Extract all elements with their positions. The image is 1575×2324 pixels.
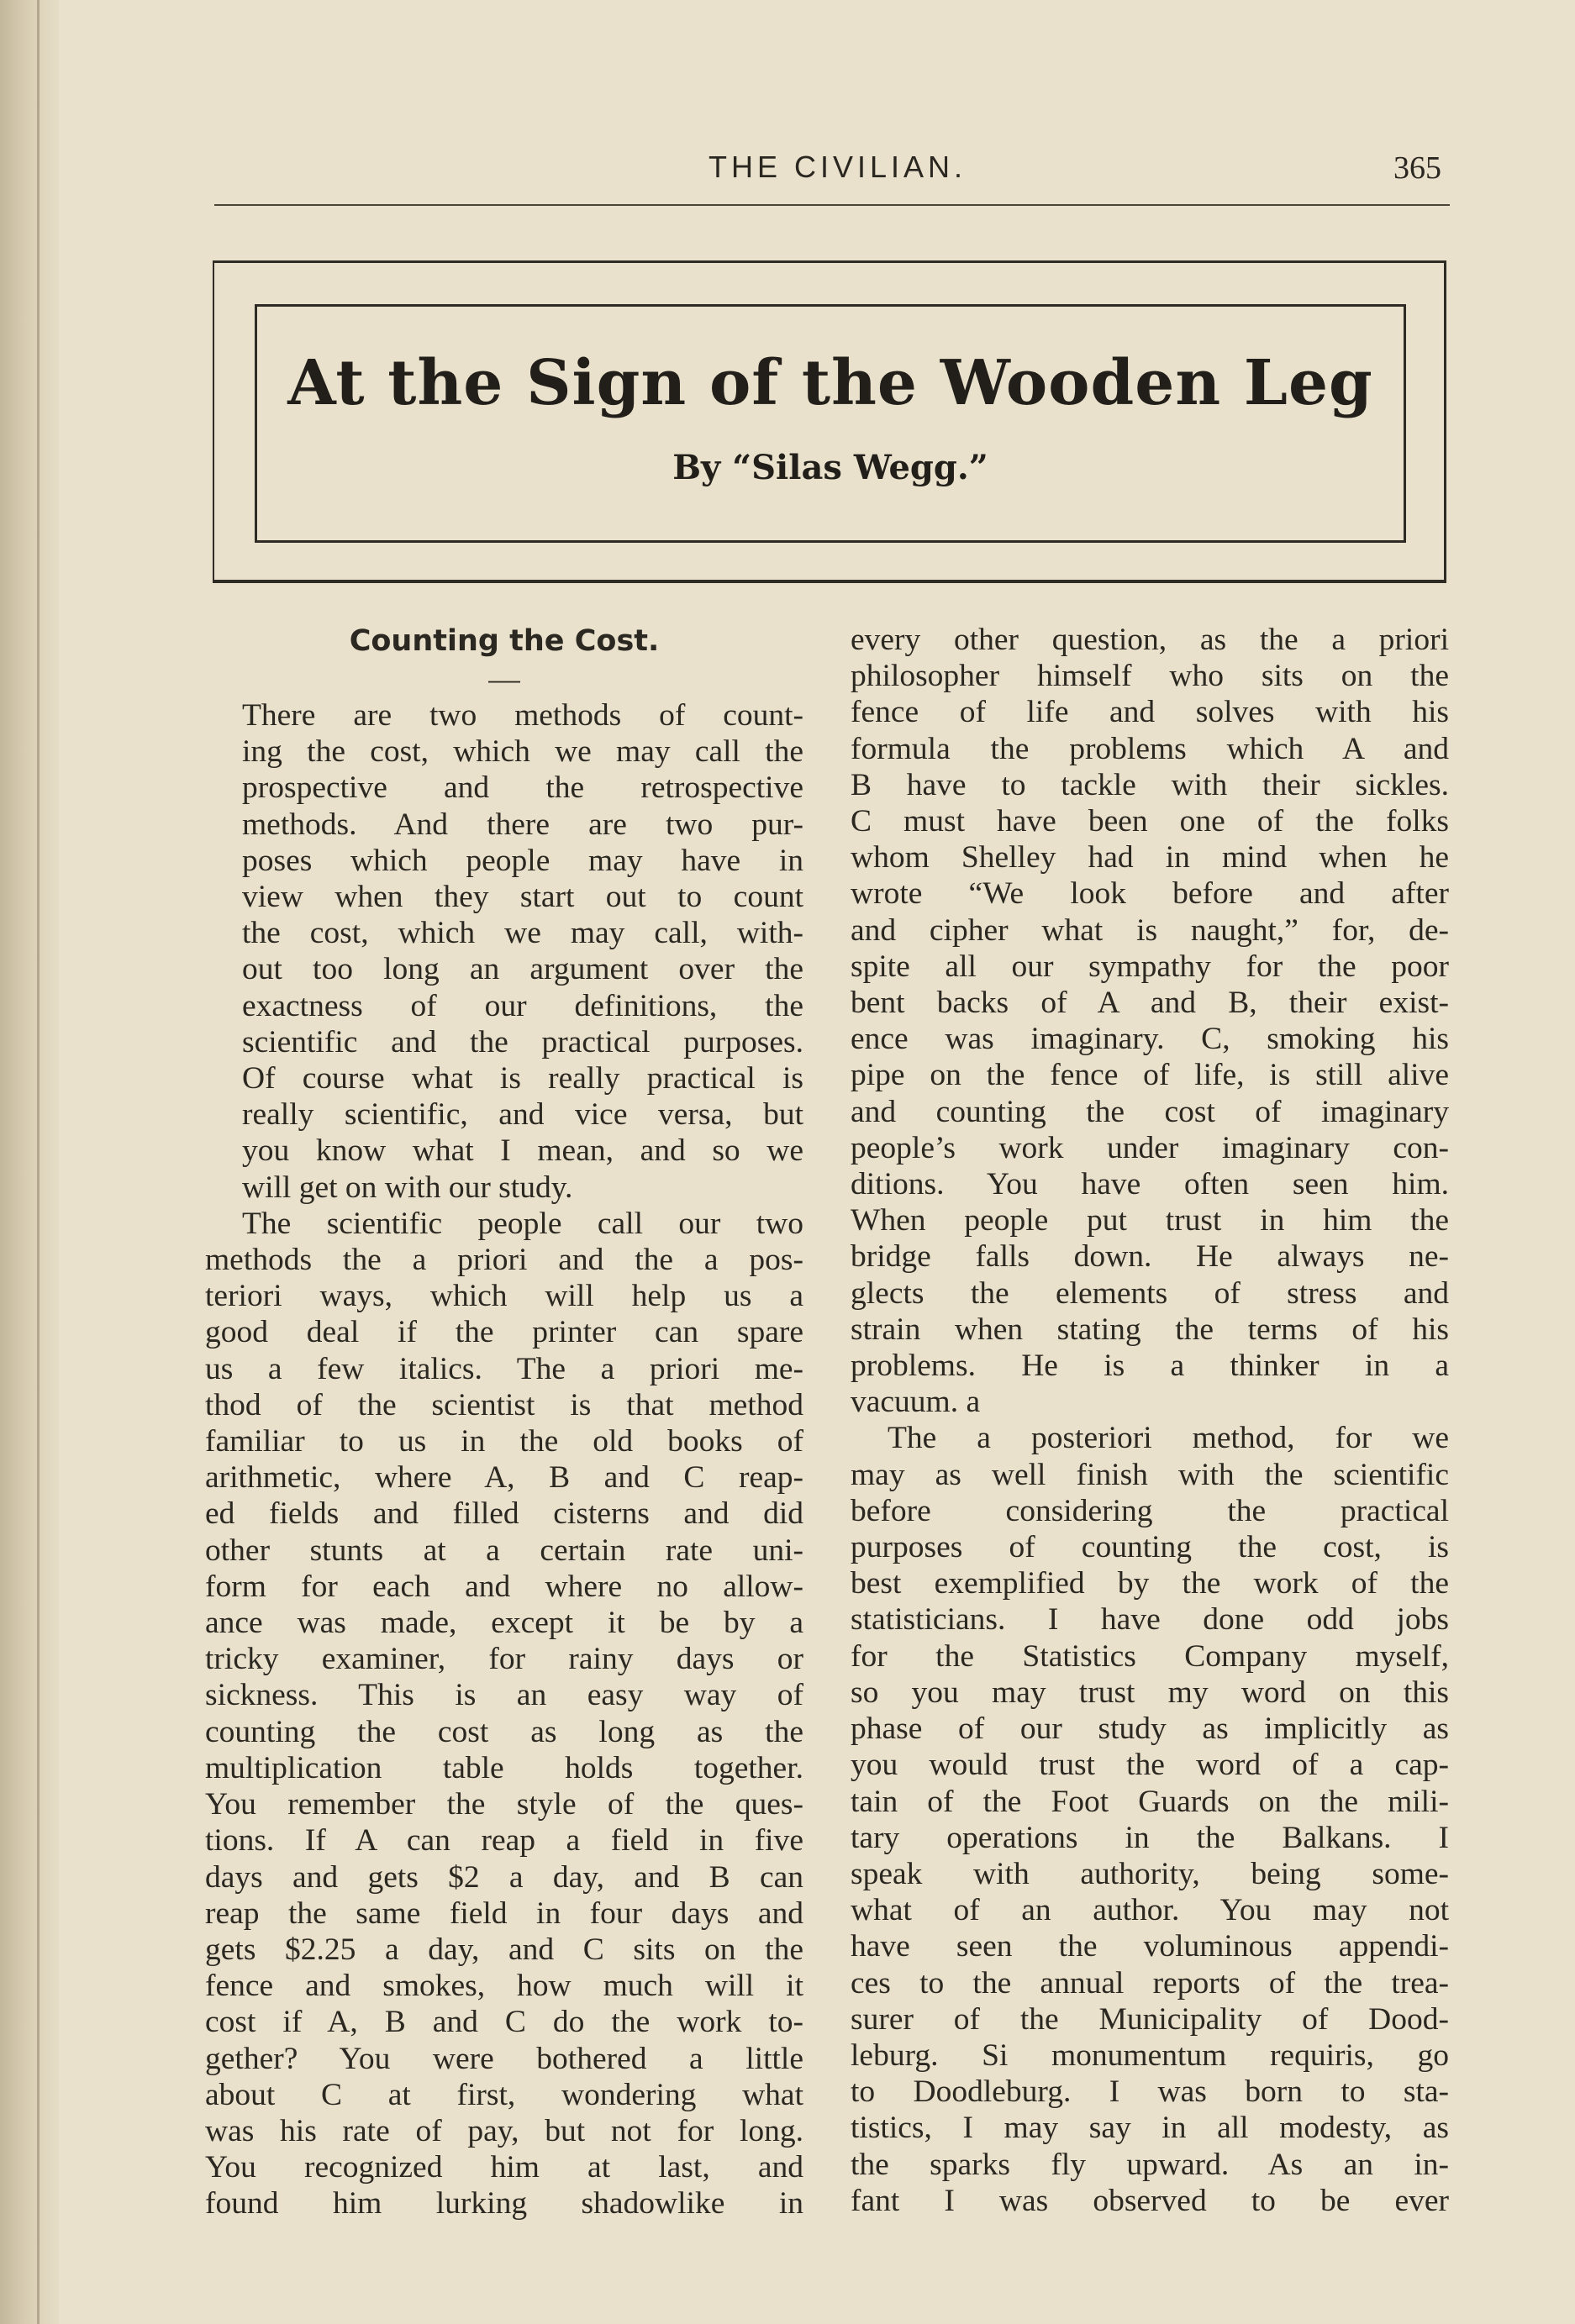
text-line: sickness. This is an easy way of (205, 1678, 803, 1713)
text-line: spite all our sympathy for the poor (851, 949, 1449, 984)
text-line: The scientific people call our two (242, 1206, 803, 1241)
text-line: ces to the annual reports of the trea- (851, 1965, 1449, 2001)
text-line: exactness of our definitions, the (242, 988, 803, 1023)
page-gutter (0, 0, 59, 2324)
text-line: You remember the style of the ques- (205, 1787, 803, 1822)
text-line: wrote “We look before and after (851, 876, 1449, 912)
binding-fold (37, 0, 40, 2324)
text-line: days and gets $2 a day, and B can (205, 1859, 803, 1895)
text-line: strain when stating the terms of his (851, 1312, 1449, 1347)
text-line: good deal if the printer can spare (205, 1315, 803, 1350)
text-line: reap the same field in four days and (205, 1895, 803, 1931)
article-column-right (851, 622, 1449, 2219)
text-line: tain of the Foot Guards on the mili- (851, 1784, 1449, 1819)
text-line: phase of our study as implicitly as (851, 1711, 1449, 1747)
text-line: B have to tackle with their sickles. (851, 767, 1449, 802)
text-line: prospective and the retrospective (242, 770, 803, 806)
text-line: found him lurking shadowlike in (205, 2186, 803, 2221)
feature-banner (255, 304, 1406, 543)
text-line: best exemplified by the work of the (851, 1566, 1449, 1601)
text-line: scientific and the practical purposes. (242, 1024, 803, 1059)
feature-title: At the Sign of the Wooden Leg (287, 347, 1373, 419)
text-line: formula the problems which A and (851, 731, 1449, 766)
paragraph (851, 622, 1449, 1420)
text-line: what of an author. You may not (851, 1893, 1449, 1928)
text-line: ing the cost, which we may call the (242, 734, 803, 770)
text-line: counting the cost as long as the (205, 1714, 803, 1749)
text-line: methods. And there are two pur- (242, 807, 803, 842)
text-line: The a posteriori method, for we (888, 1421, 1449, 1456)
page-number: 365 (1393, 150, 1441, 186)
article-heading: Counting the Cost. (349, 624, 660, 658)
text-line: C must have been one of the folks (851, 804, 1449, 839)
text-line: teriori ways, which will help us a (205, 1279, 803, 1314)
text-line: fence of life and solves with his (851, 695, 1449, 730)
text-line: have seen the voluminous appendi- (851, 1929, 1449, 1964)
text-line: will get on with our study. (242, 1170, 573, 1205)
text-line: us a few italics. The a priori me- (205, 1351, 803, 1386)
text-line: for the Statistics Company myself, (851, 1638, 1449, 1674)
text-line: pipe on the fence of life, is still alive (851, 1058, 1449, 1093)
text-line: every other question, as the a priori (851, 623, 1449, 657)
text-line: form for each and where no allow- (205, 1569, 803, 1604)
text-line: gether? You were bothered a little (205, 2041, 803, 2076)
text-line: tistics, I may say in all modesty, as (851, 2111, 1449, 2146)
text-line: so you may trust my word on this (851, 1675, 1449, 1710)
text-line: before considering the practical (851, 1493, 1449, 1528)
text-line: There are two methods of count- (242, 698, 803, 733)
text-line: really scientific, and vice versa, but (242, 1097, 803, 1133)
header-rule (214, 204, 1450, 206)
paragraph (205, 1206, 803, 2222)
text-line: out too long an argument over the (242, 952, 803, 987)
text-line: problems. He is a thinker in a (851, 1349, 1449, 1384)
text-line: ed fields and filled cisterns and did (205, 1496, 803, 1532)
text-line: ence was imaginary. C, smoking his (851, 1022, 1449, 1057)
text-line: and counting the cost of imaginary (851, 1094, 1449, 1129)
text-line: When people put trust in him the (851, 1203, 1449, 1238)
text-line: to Doodleburg. I was born to sta- (851, 2074, 1449, 2110)
text-line: about C at first, wondering what (205, 2077, 803, 2112)
text-line: arithmetic, where A, B and C reap- (205, 1460, 803, 1496)
running-head (0, 150, 1575, 192)
text-line: multiplication table holds together. (205, 1750, 803, 1785)
text-line: whom Shelley had in mind when he (851, 840, 1449, 875)
text-line: you would trust the word of a cap- (851, 1748, 1449, 1783)
text-line: fence and smokes, how much will it (205, 1969, 803, 2004)
text-line: ance was made, except it be by a (205, 1606, 803, 1641)
text-line: thod of the scientist is that method (205, 1387, 803, 1422)
text-line: surer of the Municipality of Dood- (851, 2001, 1449, 2037)
text-line: glects the elements of stress and (851, 1275, 1449, 1311)
text-line: was his rate of pay, but not for long. (205, 2113, 803, 2148)
text-line: You recognized him at last, and (205, 2150, 803, 2185)
heading-separator: — (488, 662, 520, 697)
text-line: speak with authority, being some- (851, 1856, 1449, 1891)
journal-title: THE CIVILIAN. (708, 150, 967, 184)
text-line: tary operations in the Balkans. I (851, 1820, 1449, 1855)
text-line: familiar to us in the old books of (205, 1424, 803, 1459)
paragraph (851, 1420, 1449, 2218)
text-line: may as well finish with the scientific (851, 1457, 1449, 1492)
text-line: view when they start out to count (242, 880, 803, 915)
text-line: the sparks fly upward. As an in- (851, 2147, 1449, 2182)
text-line: you know what I mean, and so we (242, 1133, 803, 1169)
text-line: bent backs of A and B, their exist- (851, 986, 1449, 1021)
text-line: bridge falls down. He always ne- (851, 1239, 1449, 1275)
article-column-left (205, 622, 803, 2222)
text-line: ditions. You have often seen him. (851, 1167, 1449, 1202)
text-line: cost if A, B and C do the work to- (205, 2005, 803, 2040)
text-line: people’s work under imaginary con- (851, 1130, 1449, 1165)
text-line: Of course what is really practical is (242, 1061, 803, 1096)
text-line: fant I was observed to be ever (851, 2183, 1449, 2218)
text-line: the cost, which we may call, with- (242, 916, 803, 951)
text-line: vacuum. a (851, 1385, 981, 1420)
paragraph (205, 697, 803, 1206)
text-line: statisticians. I have done odd jobs (851, 1602, 1449, 1638)
text-line: leburg. Si monumentum requiris, go (851, 2037, 1449, 2073)
text-line: other stunts at a certain rate uni- (205, 1533, 803, 1568)
text-line: philosopher himself who sits on the (851, 659, 1449, 694)
text-line: methods the a priori and the a pos- (205, 1243, 803, 1278)
text-line: and cipher what is naught,” for, de- (851, 912, 1449, 948)
text-line: gets $2.25 a day, and C sits on the (205, 1932, 803, 1967)
text-line: purposes of counting the cost, is (851, 1530, 1449, 1565)
feature-byline: By “Silas Wegg.” (672, 448, 988, 487)
text-line: tions. If A can reap a field in five (205, 1823, 803, 1859)
text-line: poses which people may have in (242, 843, 803, 878)
text-line: tricky examiner, for rainy days or (205, 1642, 803, 1677)
